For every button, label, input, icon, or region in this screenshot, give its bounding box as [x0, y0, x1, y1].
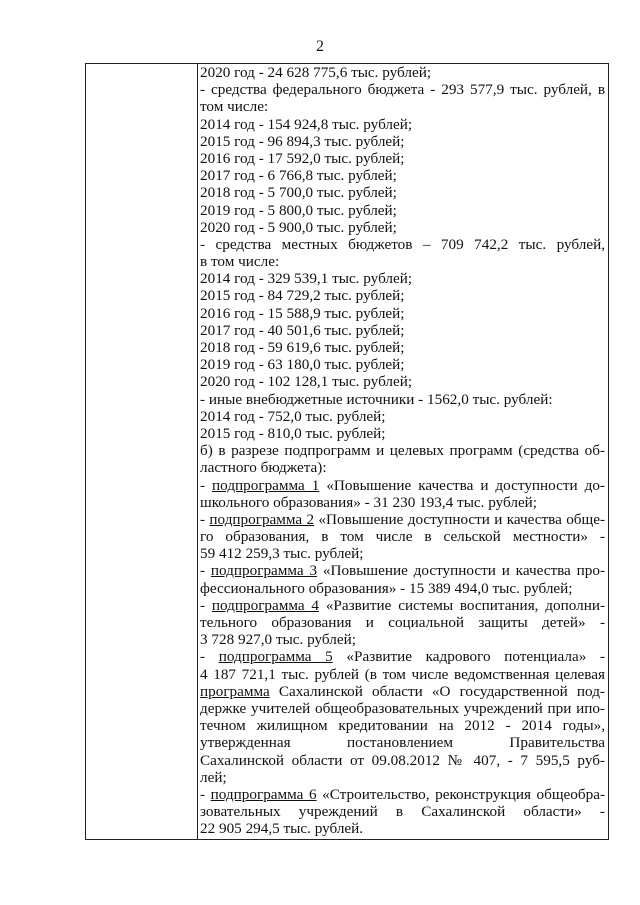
text-line — [200, 631, 605, 648]
subprogram-link[interactable]: подпрограмма 5 — [218, 648, 333, 666]
text-line — [200, 442, 605, 459]
text-line — [200, 116, 605, 133]
text-line — [200, 184, 605, 201]
text-line — [200, 305, 605, 322]
line-text: 3 728 927,0 тыс. рублей; — [200, 631, 356, 649]
line-text: - средства местных бюджетов – 709 742,2 тыс. рублей, — [200, 235, 605, 253]
text-line — [200, 391, 605, 408]
line-text: 2017 год - 6 766,8 тыс. рублей; — [200, 167, 397, 185]
line-text: в том числе: — [200, 253, 280, 271]
text-line — [200, 648, 605, 665]
text-line — [200, 459, 605, 476]
line-text: Сахалинской области «О государственной под- — [269, 682, 605, 700]
subprogram-link[interactable]: подпрограмма 1 — [212, 476, 320, 494]
line-text: 2020 год - 5 900,0 тыс. рублей; — [200, 218, 397, 236]
line-text: 2020 год - 24 628 775,6 тыс. рублей; — [200, 64, 432, 81]
funding-text-cell — [200, 64, 605, 837]
text-line — [200, 64, 605, 81]
line-text: 2020 год - 102 128,1 тыс. рублей; — [200, 373, 413, 391]
line-text: - иные внебюджетные источники - 1562,0 тыс. рублей: — [200, 390, 553, 408]
text-line — [200, 167, 605, 184]
text-line — [200, 580, 605, 597]
text-line — [200, 219, 605, 236]
line-text: утвержденная постановлением Правительства — [200, 734, 605, 752]
line-text: 2015 год - 810,0 тыс. рублей; — [200, 424, 386, 442]
text-line — [200, 253, 605, 270]
line-text: 2019 год - 63 180,0 тыс. рублей; — [200, 356, 405, 374]
text-line — [200, 717, 605, 734]
line-text: 2016 год - 15 588,9 тыс. рублей; — [200, 304, 405, 322]
line-text: «Повышение доступности и качества про- — [317, 562, 605, 580]
line-text: школьного образования» - 31 230 193,4 тыс. рублей; — [200, 493, 538, 511]
text-line — [200, 270, 605, 287]
text-line — [200, 236, 605, 253]
line-text: держке учителей общеобразовательных учреждений при ипо- — [200, 699, 605, 717]
subprogram-link[interactable]: подпрограмма 2 — [209, 510, 315, 528]
text-line — [200, 494, 605, 511]
text-line — [200, 614, 605, 631]
line-text: «Повышение качества и доступности до- — [319, 476, 605, 494]
text-line — [200, 700, 605, 717]
page-number: 2 — [316, 38, 324, 55]
subprogram-link[interactable]: подпрограмма 4 — [211, 596, 320, 614]
line-text: 2017 год - 40 501,6 тыс. рублей; — [200, 321, 405, 339]
text-line — [200, 734, 605, 751]
text-line — [200, 683, 605, 700]
line-text: ластного бюджета): — [200, 459, 327, 477]
line-text: го образования, в том числе в сельской местности» - — [200, 528, 605, 546]
text-line — [200, 803, 605, 820]
line-prefix: - — [200, 648, 219, 666]
line-prefix: - — [200, 476, 213, 494]
text-line — [200, 562, 605, 579]
text-line — [200, 81, 605, 98]
line-text: 2015 год - 84 729,2 тыс. рублей; — [200, 287, 405, 305]
text-line — [200, 98, 605, 115]
line-text: 2016 год - 17 592,0 тыс. рублей; — [200, 149, 405, 167]
text-line — [200, 133, 605, 150]
line-text: 2014 год - 329 539,1 тыс. рублей; — [200, 270, 413, 288]
line-text: тельного образования и социальной защиты детей» - — [200, 614, 605, 631]
line-text: б) в разрезе подпрограмм и целевых программ (средства об- — [200, 442, 605, 460]
line-text: 2018 год - 59 619,6 тыс. рублей; — [200, 339, 405, 356]
line-text: 4 187 721,1 тыс. рублей (в том числе ведомственная целевая — [200, 665, 605, 683]
line-text: «Развитие кадрового потенциала» - — [332, 648, 605, 666]
line-text: 2014 год - 752,0 тыс. рублей; — [200, 407, 386, 425]
text-line — [200, 545, 605, 562]
line-prefix: - — [200, 596, 212, 614]
text-line — [200, 528, 605, 545]
text-line — [200, 322, 605, 339]
subprogram-link[interactable]: подпрограмма 3 — [210, 562, 318, 580]
line-text: «Развитие системы воспитания, дополни- — [319, 596, 605, 614]
line-text: 2014 год - 154 924,8 тыс. рублей; — [200, 115, 413, 133]
line-text: - средства федерального бюджета - 293 577,9 тыс. рублей, в — [200, 81, 605, 99]
text-line — [200, 202, 605, 219]
text-line — [200, 597, 605, 614]
line-prefix: - — [200, 562, 211, 580]
subprogram-link[interactable]: программа — [200, 682, 270, 700]
text-line — [200, 820, 605, 837]
text-line — [200, 769, 605, 786]
line-text: 2019 год - 5 800,0 тыс. рублей; — [200, 201, 397, 219]
text-line — [200, 752, 605, 769]
line-text: 22 905 294,5 тыс. рублей. — [200, 820, 364, 838]
line-text: том числе: — [200, 98, 269, 116]
text-line — [200, 339, 605, 356]
text-line — [200, 786, 605, 803]
text-line — [200, 408, 605, 425]
text-line — [200, 666, 605, 683]
text-line — [200, 287, 605, 304]
text-line — [200, 511, 605, 528]
document-table — [85, 63, 609, 840]
line-text: 2018 год - 5 700,0 тыс. рублей; — [200, 184, 397, 202]
line-text: фессионального образования» - 15 389 494,0 тыс. рублей; — [200, 579, 573, 597]
line-text: 2015 год - 96 894,3 тыс. рублей; — [200, 132, 405, 150]
text-line — [200, 425, 605, 442]
line-prefix: - — [200, 510, 210, 528]
line-text: 59 412 259,3 тыс. рублей; — [200, 545, 364, 563]
line-text: Сахалинской области от 09.08.2012 № 407, - 7 595,5 руб- — [200, 751, 605, 769]
line-text: «Строительство, реконструкция общеобра- — [316, 785, 605, 803]
line-text: зовательных учреждений в Сахалинской области» - — [200, 803, 605, 821]
line-text: лей; — [200, 768, 227, 786]
text-line — [200, 477, 605, 494]
text-line — [200, 373, 605, 390]
subprogram-link[interactable]: подпрограмма 6 — [210, 785, 317, 803]
line-prefix: - — [200, 785, 211, 803]
text-line — [200, 150, 605, 167]
line-text: «Повышение доступности и качества обще- — [314, 510, 605, 528]
column-divider — [197, 64, 198, 839]
line-text: течном жилищном кредитовании на 2012 - 2014 годы», — [200, 717, 605, 735]
text-line — [200, 356, 605, 373]
